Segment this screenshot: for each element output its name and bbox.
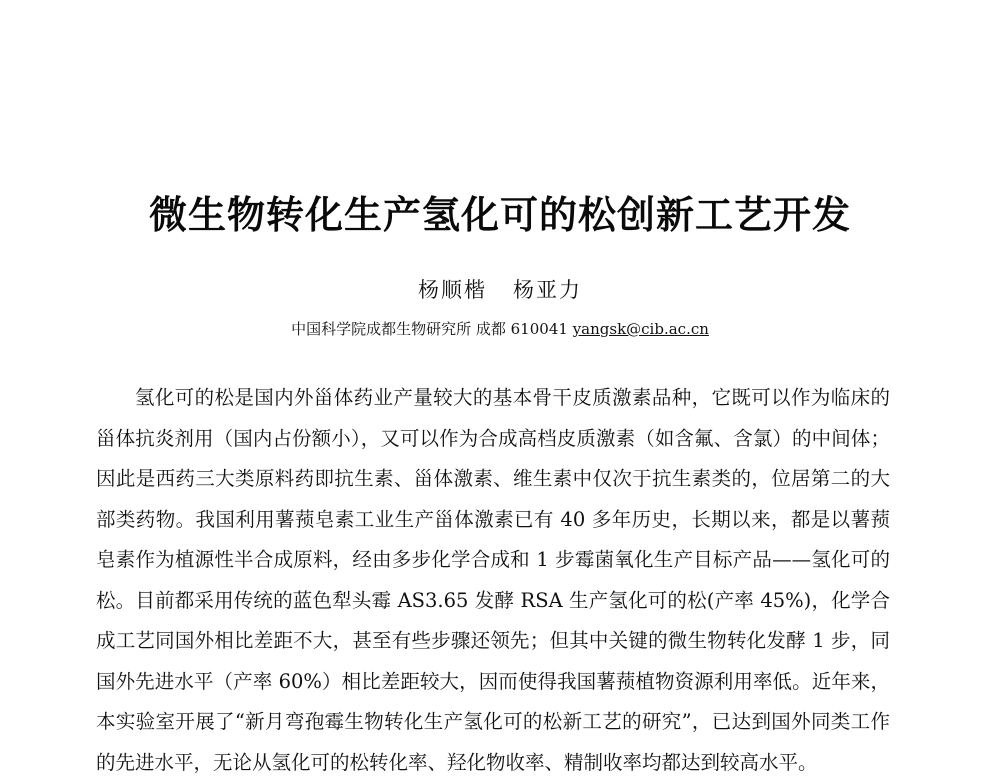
author-name: 杨顺楷 [418,278,487,302]
body-paragraph: 氢化可的松是国内外甾体药业产量较大的基本骨干皮质激素品种，它既可以作为临床的甾体抗炎剂用（国内占份额小），又可以作为合成高档皮质激素（如含氟、含氯）的中间体；因此是西药三大类原料药即抗生素、甾体激素、维生素中仅次于抗生素类的，位居第二的大部类药物。我国利用薯蓣皂素工业生产甾体激素已有 40 多年历史，长期以来，都是以薯蓣皂素作为植源性半合成原料，经由多步化学合成和 1 步霉菌氧化生产目标产品——氢化可的松。目前都采用传统的蓝色犁头霉 AS3.65 发酵 RSA 生产氢化可的松(产率 45%)，化学合成工艺同国外相比差距不大，甚至有些步骤还领先；但其中关键的微生物转化发酵 1 步，同国外先进水平（产率 60%）相比差距较大，因而使得我国薯蓣植物资源利用率低。近年来，本实验室开展了“新月弯孢霉生物转化生产氢化可的松新工艺的研究”，已达到国外同类工作的先进水平，无论从氢化可的松转化率、羟化物收率、精制收率均都达到较高水平。 [96,386,890,774]
email-link[interactable]: yangsk@cib.ac.cn [572,320,709,338]
institution: 中国科学院成都生物研究所 [291,320,472,338]
affiliation [0,318,1000,340]
author-name: 杨亚力 [513,278,582,302]
author-list [0,276,1000,304]
paper-title: 微生物转化生产氢化可的松创新工艺开发 [148,193,851,237]
city-postcode: 成都 610041 [475,320,568,338]
body-text [96,378,890,783]
